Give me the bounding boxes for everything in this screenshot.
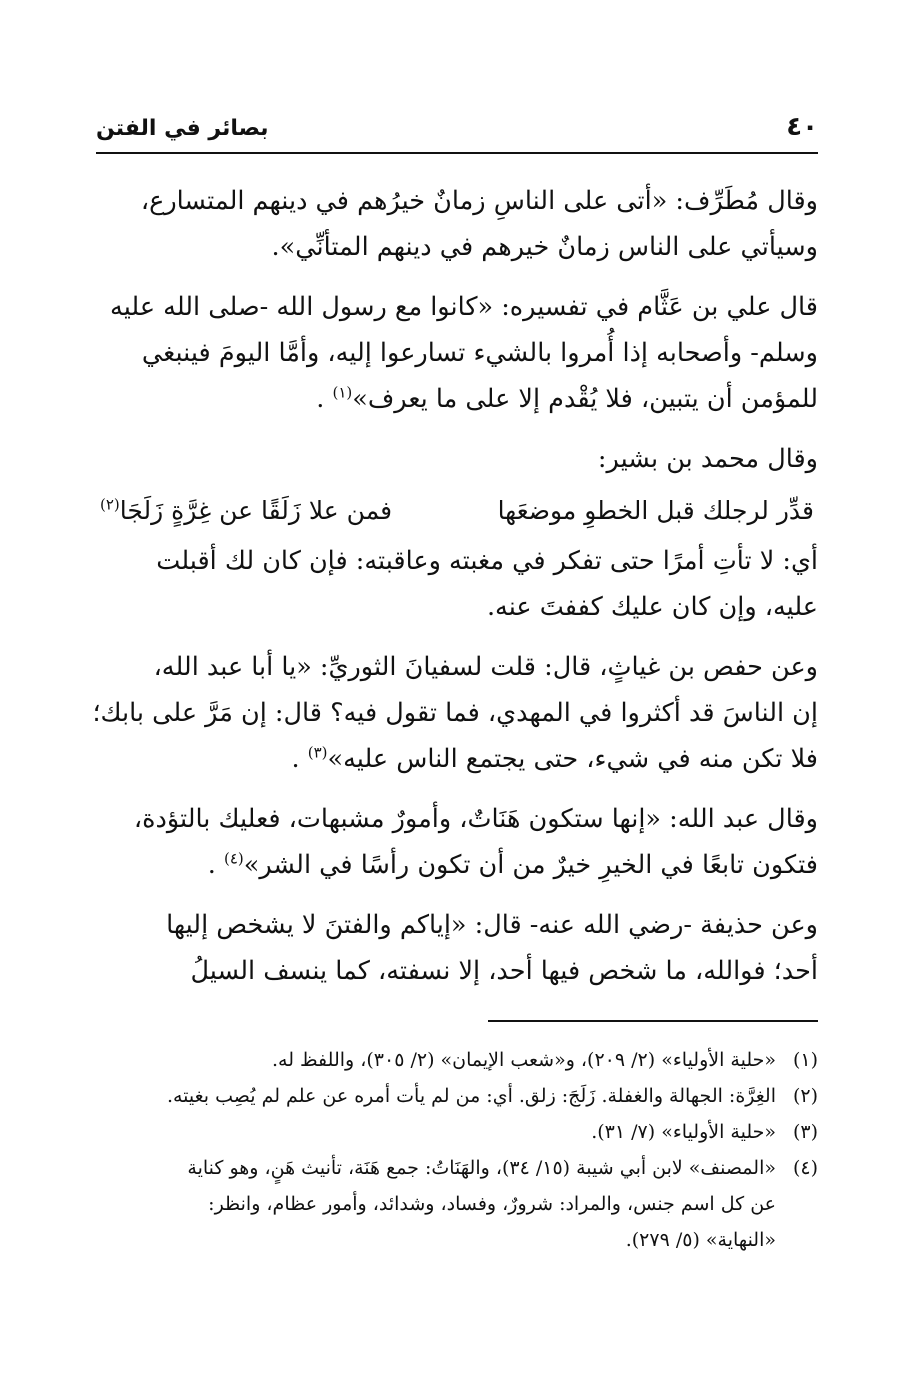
paragraph-abdullah: [96, 796, 818, 888]
poetry-verse: [96, 488, 818, 534]
text-tail: .: [207, 850, 224, 880]
footnote-line: «حلية الأولياء» (٧/ ٣١).: [591, 1121, 776, 1143]
text-line: أي: لا تأتِ أمرًا حتى تفكر في مغبته وعاقبته: فإن كان لك أقبلت: [156, 546, 818, 576]
paragraph-muhammad-bin-bashir: [96, 436, 818, 482]
footnote-reference: (٣): [307, 743, 328, 762]
footnote-line: «النهاية» (٥/ ٢٧٩).: [625, 1229, 776, 1251]
text-line: وعن حذيفة -رضي الله عنه- قال: «إياكم والفتنَ لا يشخص إليها: [166, 910, 818, 940]
footnote-line: الغِرَّة: الجهالة والغفلة. زَلَجَ: زلق. أي: من لم يأت أمره عن علم لم يُصِب بغيته.: [166, 1085, 776, 1107]
footnote-text: [96, 1150, 776, 1258]
footnote-number: (١): [792, 1049, 818, 1071]
text-line: للمؤمن أن يتبين، فلا يُقْدم إلا على ما يعرف»: [352, 384, 818, 414]
paragraph-mutarrif: [96, 178, 818, 270]
footnote-number: (٣): [792, 1121, 818, 1143]
page-header: [96, 108, 818, 154]
footnotes: [96, 1042, 818, 1258]
text-line-with-footnote: [96, 376, 818, 422]
book-title: بصائر في الفتن: [96, 116, 269, 141]
verse-second-hemistich: فمن علا زَلَقًا عن غِرَّةٍ زَلَجَا: [119, 496, 393, 525]
text-line: عليه، وإن كان عليك كففتَ عنه.: [486, 592, 818, 622]
verse-second-hemistich-group: [100, 488, 392, 534]
footnote-item: [96, 1150, 818, 1258]
text-line: وسيأتي على الناس زمانٌ خيرهم في دينهم المتأنِّي».: [271, 232, 818, 262]
text-line: وقال مُطَرِّف: «أتى على الناسِ زمانٌ خيرُهم في دينهم المتسارع،: [140, 186, 818, 216]
text-line-with-footnote: [96, 736, 818, 782]
footnote-item: [96, 1114, 818, 1150]
footnote-item: [96, 1078, 818, 1114]
paragraph-explanation: [96, 538, 818, 630]
footnote-line: عن كل اسم جنس، والمراد: شرورٌ، وفساد، وشدائد، وأمور عظام، وانظر:: [208, 1193, 776, 1215]
text-line: أحد؛ فوالله، ما شخص فيها أحد، إلا نسفته، كما ينسف السيلُ: [190, 956, 818, 986]
verse-first-hemistich: قدِّر لرجلك قبل الخطوِ موضعَها: [497, 496, 814, 525]
book-page: [92, 108, 818, 1258]
footnote-text: [96, 1042, 776, 1078]
footnote-item: [96, 1042, 818, 1078]
text-line: قال علي بن عَثَّام في تفسيره: «كانوا مع رسول الله -صلى الله عليه: [110, 292, 818, 322]
footnote-line: «حلية الأولياء» (٢/ ٢٠٩)، و«شعب الإيمان» (٢/ ٣٠٥)، واللفظ له.: [271, 1049, 776, 1071]
footnote-number: (٢): [792, 1085, 818, 1107]
text-line: إن الناسَ قد أكثروا في المهدي، فما تقول فيه؟ قال: إن مَرَّ على بابك؛: [92, 698, 818, 728]
footnote-reference: (٤): [223, 849, 244, 868]
text-line: وقال عبد الله: «إنها ستكون هَنَاتٌ، وأمورٌ مشبهات، فعليك بالتؤدة،: [133, 804, 818, 834]
text-line: فلا تكن منه في شيء، حتى يجتمع الناس عليه»: [327, 744, 818, 774]
paragraph-hafs-bin-ghiyath: [92, 644, 818, 782]
footnote-line: «المصنف» لابن أبي شيبة (١٥/ ٣٤)، والهَنَاتُ: جمع هَنَة، تأنيث هَنٍ، وهو كناية: [187, 1157, 776, 1179]
paragraph-hudhayfa: [96, 902, 818, 994]
text-tail: .: [316, 384, 333, 414]
text-line: وعن حفص بن غياثٍ، قال: قلت لسفيانَ الثوريِّ: «يا أبا عبد الله،: [153, 652, 818, 682]
main-text: [92, 178, 818, 994]
page-number: ٤٠: [786, 112, 818, 142]
text-line: وقال محمد بن بشير:: [597, 444, 818, 474]
footnote-number: (٤): [792, 1157, 818, 1179]
footnote-text: [96, 1078, 776, 1114]
text-line-with-footnote: [96, 842, 818, 888]
footnote-text: [96, 1114, 776, 1150]
footnote-divider: [488, 1020, 818, 1022]
text-line: وسلم- وأصحابه إذا أُمروا بالشيء تسارعوا إليه، وأمَّا اليومَ فينبغي: [141, 338, 818, 368]
text-tail: .: [291, 744, 308, 774]
footnote-reference: (١): [332, 383, 353, 402]
footnote-reference: (٢): [100, 495, 120, 514]
text-line: فتكون تابعًا في الخيرِ خيرٌ من أن تكون رأسًا في الشر»: [243, 850, 818, 880]
paragraph-ali-bin-aththam: [96, 284, 818, 422]
